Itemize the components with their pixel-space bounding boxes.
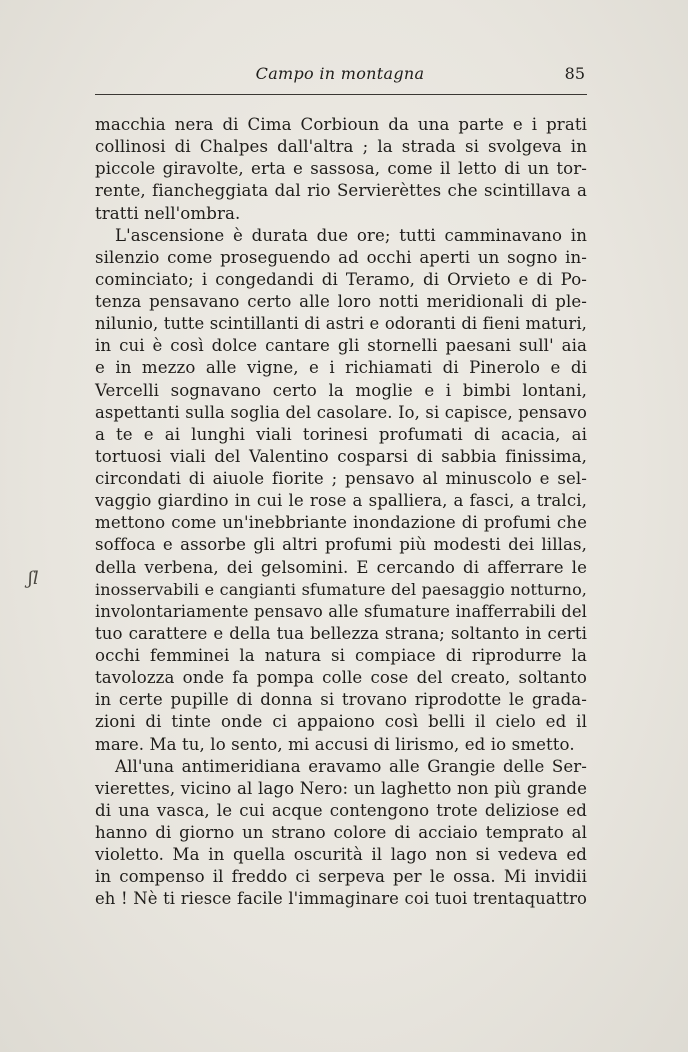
text-line: silenzio come proseguendo ad occhi aperti un sogno in- [95, 247, 587, 267]
page-number: 85 [564, 64, 585, 83]
header-rule [95, 94, 587, 95]
text-line: e in mezzo alle vigne, e i richiamati di Pinerolo e di [95, 358, 587, 378]
text-line: tenza pensavano certo alle loro notti meridionali di ple- [95, 292, 587, 311]
text-line: della verbena, dei gelsomini. E cercando di afferrare le [95, 557, 587, 577]
text-line: in certe pupille di donna si trovano riprodotte le grada- [95, 690, 587, 710]
text-line: L'ascensione è durata due ore; tutti camminavano in [115, 225, 587, 245]
text-line: in compenso il freddo ci serpeva per le ossa. Mi invidii [95, 867, 587, 887]
text-line: mettono come un'inebbriante inondazione di profumi che [95, 513, 587, 533]
text-line: violetto. Ma in quella oscurità il lago non si vedeva ed [95, 845, 587, 865]
text-line: inosservabili e cangianti sfumature del paesaggio notturno, [95, 579, 587, 599]
text-line: eh ! Nè ti riesce facile l'immaginare coi tuoi trentaquattro [95, 889, 587, 909]
text-line: cominciato; i congedandi di Teramo, di Orvieto e di Po- [95, 269, 587, 289]
text-line: tortuosi viali del Valentino cosparsi di sabbia finissima, [95, 446, 587, 466]
text-line: nilunio, tutte scintillanti di astri e odoranti di fieni maturi, [95, 314, 587, 334]
margin-mark: ʃl [28, 568, 39, 589]
text-line: circondati di aiuole fiorite ; pensavo al minuscolo e sel- [95, 469, 587, 488]
text-line: Vercelli sognavano certo la moglie e i bimbi lontani, [95, 380, 587, 400]
text-line: collinosi di Chalpes dall'altra ; la strada si svolgeva in [95, 137, 587, 157]
text-line: di una vasca, le cui acque contengono trote deliziose ed [95, 800, 587, 820]
text-line: tuo carattere e della tua bellezza strana; soltanto in certi [95, 623, 587, 643]
text-line: piccole giravolte, erta e sassosa, come il letto di un tor- [95, 159, 587, 179]
text-line: vaggio giardino in cui le rose a spalliera, a fasci, a tralci, [95, 491, 587, 511]
running-title: Campo in montagna [255, 64, 425, 83]
text-line: hanno di giorno un strano colore di acciaio temprato al [95, 823, 587, 842]
text-line: mare. Ma tu, lo sento, mi accusi di lirismo, ed io smetto. [95, 734, 575, 754]
text-line: in cui è così dolce cantare gli stornelli paesani sull' aia [95, 336, 587, 356]
text-line: macchia nera di Cima Corbioun da una parte e i prati [95, 115, 587, 134]
text-line: aspettanti sulla soglia del casolare. Io, si capisce, pensavo [95, 402, 587, 422]
text-line: zioni di tinte onde ci appaiono così belli il cielo ed il [95, 712, 587, 732]
text-line: tratti nell'ombra. [95, 203, 241, 223]
text-line: vierettes, vicino al lago Nero: un laghetto non più grande [95, 778, 587, 798]
text-line: rente, fiancheggiata dal rio Servierèttes che scintillava a [95, 181, 587, 201]
text-line: tavolozza onde fa pompa colle cose del creato, soltanto [95, 668, 587, 688]
text-line: occhi femminei la natura si compiace di riprodurre la [95, 646, 587, 665]
text-line: involontariamente pensavo alle sfumature inafferrabili del [95, 601, 587, 621]
text-line: a te e ai lunghi viali torinesi profumati di acacia, ai [95, 424, 587, 444]
text-line: All'una antimeridiana eravamo alle Grangie delle Ser- [115, 756, 587, 776]
body-text [95, 114, 587, 911]
page-header [95, 64, 585, 88]
text-line: soffoca e assorbe gli altri profumi più modesti dei lillas, [95, 535, 587, 555]
